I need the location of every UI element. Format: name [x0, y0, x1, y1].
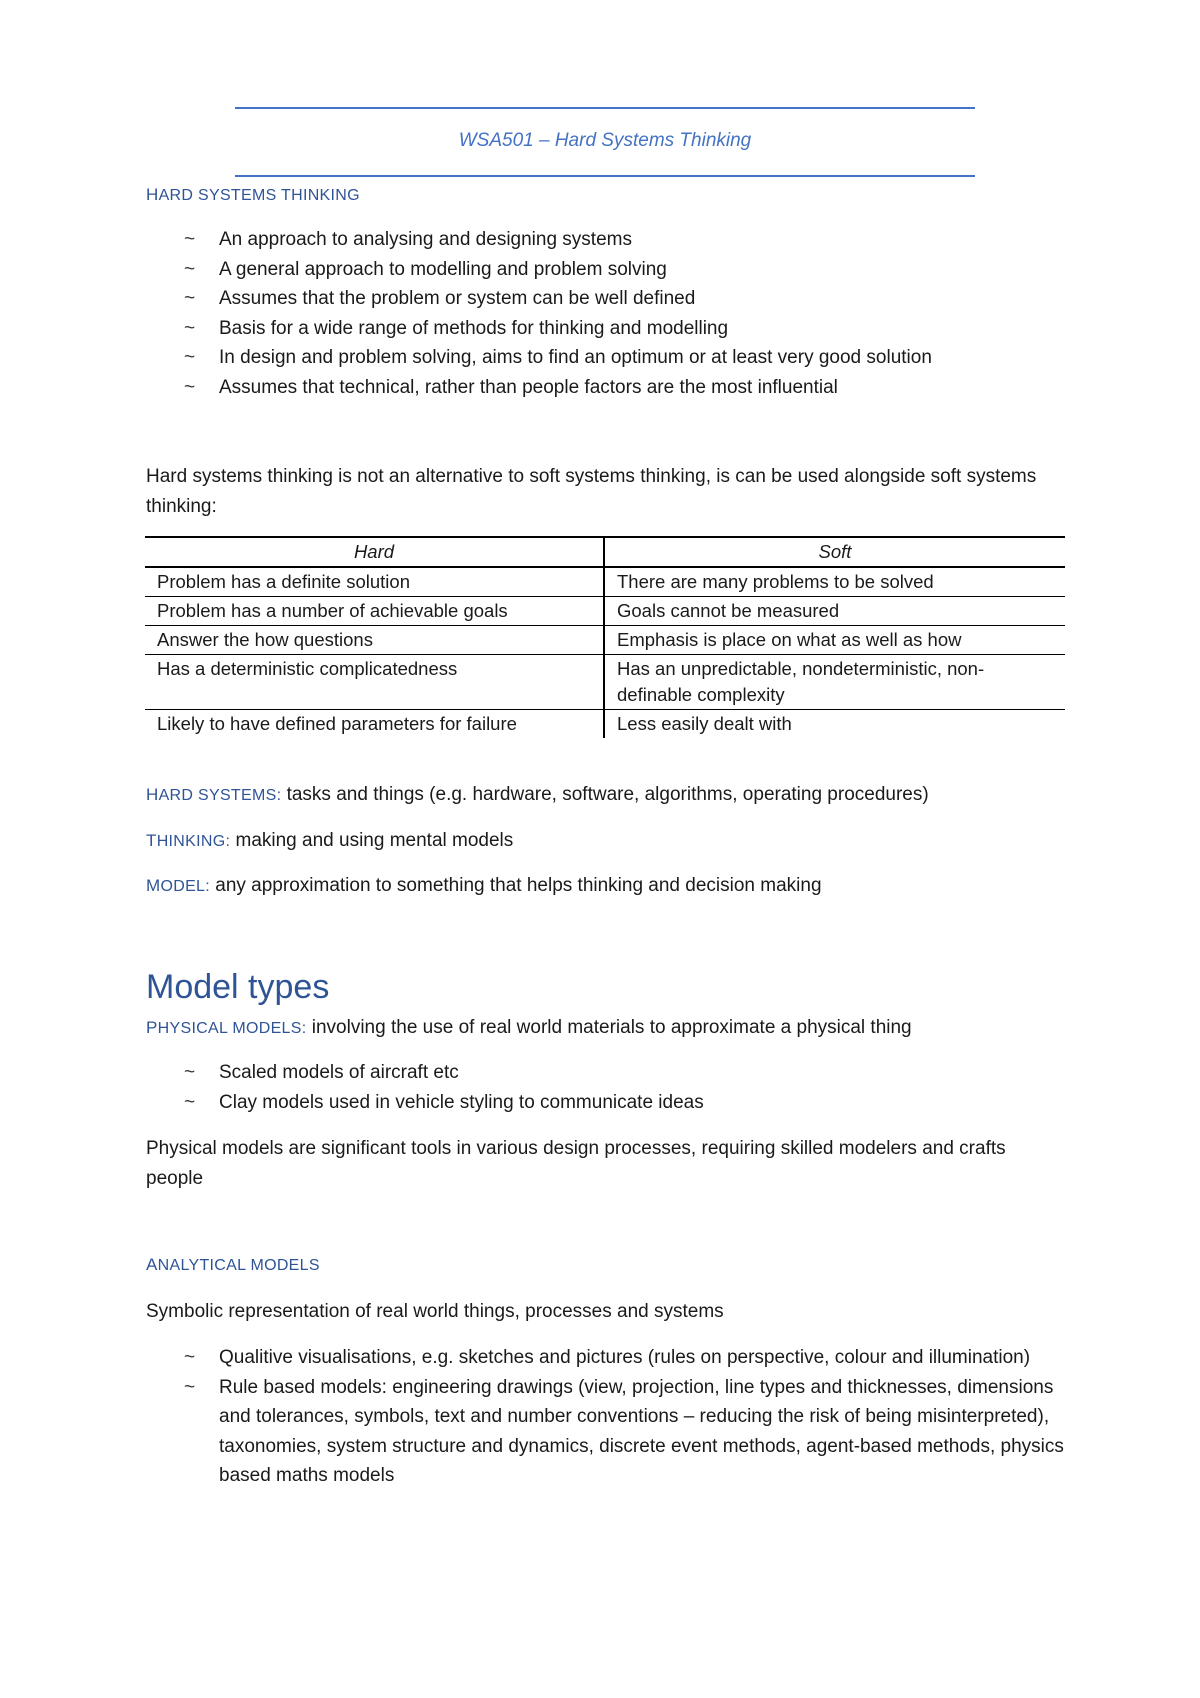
list-item: [184, 1343, 1064, 1373]
bullet-marker: ~: [184, 1062, 196, 1083]
table-cell: There are many problems to be solved: [604, 567, 1065, 597]
table-row: [145, 597, 1065, 626]
analytical-models-heading: [146, 1255, 320, 1275]
bullet-marker: ~: [184, 1376, 196, 1398]
definition-model: [146, 871, 822, 901]
definition-term: [146, 1020, 306, 1037]
list-item: [184, 284, 932, 314]
term-rest: ODEL:: [160, 878, 210, 895]
bullet-text: Clay models used in vehicle styling to communicate ideas: [219, 1091, 704, 1113]
definition-term: [146, 878, 210, 895]
definition-hard-systems: [146, 780, 929, 810]
header-bottom-rule: [235, 175, 975, 177]
list-item: [184, 1373, 1064, 1491]
table-header-row: [145, 537, 1065, 567]
model-types-heading: Model types: [146, 968, 330, 1006]
analytical-intro: Symbolic representation of real world things, processes and systems: [146, 1301, 724, 1322]
table-cell: Answer the how questions: [145, 626, 604, 655]
table-cell: Likely to have defined parameters for failure: [145, 710, 604, 739]
list-item: [184, 343, 932, 373]
term-rest: ARD SYSTEMS:: [158, 787, 282, 804]
bullet-marker: ~: [184, 317, 196, 339]
bullet-text: A general approach to modelling and problem solving: [219, 258, 667, 280]
list-item: [184, 1058, 704, 1088]
bullet-marker: ~: [184, 376, 196, 398]
bullet-text: Rule based models: engineering drawings (view, projection, line types and thicknesses, dimensions and tolerances, symbols, text and number conventions – reducing the risk of being misinterpreted), taxonomies, system structure and dynamics, discrete event methods, agent-based methods, physics based maths models: [219, 1376, 1064, 1486]
physical-models-paragraph: Physical models are significant tools in various design processes, requiring skilled modelers and crafts people: [146, 1138, 1006, 1189]
bullet-marker: ~: [184, 258, 196, 280]
bullet-marker: ~: [184, 1347, 196, 1368]
bullet-text: Qualitive visualisations, e.g. sketches and pictures (rules on perspective, colour and illumination): [219, 1347, 1031, 1368]
intro-paragraph: Hard systems thinking is not an alternative to soft systems thinking, is can be used alongside soft systems thinking:: [146, 466, 1037, 517]
hard-systems-bullets: [184, 225, 932, 402]
heading-initial: A: [146, 1255, 158, 1274]
bullet-text: Scaled models of aircraft etc: [219, 1062, 459, 1083]
bullet-text: Assumes that the problem or system can be well defined: [219, 288, 696, 309]
physical-models-bullets: [184, 1058, 704, 1117]
definition-term: [146, 833, 230, 850]
table-row: [145, 710, 1065, 739]
term-initial: T: [146, 831, 157, 850]
heading-initial: H: [146, 185, 159, 204]
definition-text: any approximation to something that helps thinking and decision making: [209, 875, 822, 896]
bullet-marker: ~: [184, 347, 196, 368]
definition-text: tasks and things (e.g. hardware, software, algorithms, operating procedures): [281, 784, 929, 805]
physical-models-line: [146, 1013, 912, 1043]
table-row: [145, 655, 1065, 710]
bullet-text: Assumes that technical, rather than people factors are the most influential: [219, 376, 838, 398]
list-item: [184, 1088, 704, 1118]
term-initial: M: [146, 876, 161, 895]
list-item: [184, 255, 932, 285]
analytical-models-bullets: [184, 1343, 1064, 1491]
definition-text: involving the use of real world materials to approximate a physical thing: [306, 1017, 912, 1038]
bullet-marker: ~: [184, 1091, 196, 1113]
column-header-hard: Hard: [145, 537, 604, 567]
table-cell: Goals cannot be measured: [604, 597, 1065, 626]
bullet-text: In design and problem solving, aims to find an optimum or at least very good solution: [219, 347, 932, 368]
list-item: [184, 373, 932, 403]
table-row: [145, 626, 1065, 655]
header-top-rule: [235, 107, 975, 109]
table-cell: Problem has a definite solution: [145, 567, 604, 597]
term-initial: H: [146, 785, 159, 804]
table-cell: Problem has a number of achievable goals: [145, 597, 604, 626]
header-title: WSA501 – Hard Systems Thinking: [458, 130, 752, 151]
hard-vs-soft-table: [145, 536, 1065, 738]
bullet-marker: ~: [184, 229, 196, 250]
term-rest: HINKING:: [156, 833, 231, 850]
table-cell: Less easily dealt with: [617, 713, 792, 734]
table-row: [145, 567, 1065, 597]
term-initial: P: [146, 1018, 158, 1037]
table-cell: Has a deterministic complicatedness: [145, 655, 604, 710]
table-cell: Emphasis is place on what as well as how: [604, 626, 1065, 655]
list-item: [184, 225, 932, 255]
bullet-text: An approach to analysing and designing systems: [219, 229, 632, 250]
definition-thinking: [146, 826, 513, 856]
table-cell: Has an unpredictable, nondeterministic, non-definable complexity: [604, 655, 1065, 710]
section-heading-hard-systems-thinking: [146, 185, 360, 205]
column-header-soft: Soft: [604, 537, 1065, 567]
term-rest: HYSICAL MODELS:: [157, 1020, 307, 1037]
definition-text: making and using mental models: [230, 830, 514, 851]
heading-rest: ARD SYSTEMS THINKING: [158, 187, 360, 204]
list-item: [184, 314, 932, 344]
bullet-text: Basis for a wide range of methods for thinking and modelling: [219, 317, 729, 339]
definition-term: [146, 787, 281, 804]
bullet-marker: ~: [184, 288, 196, 309]
heading-rest: NALYTICAL MODELS: [157, 1257, 320, 1274]
